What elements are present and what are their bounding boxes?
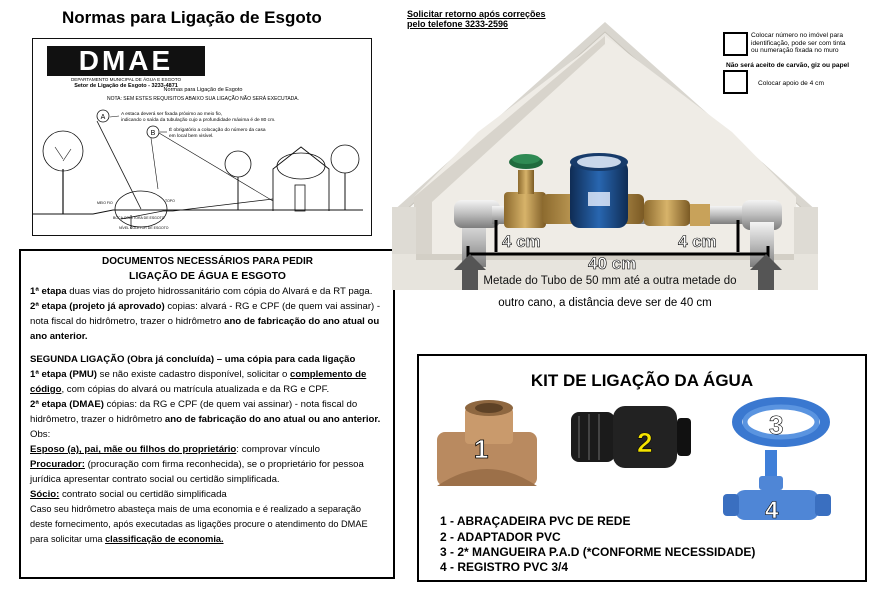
tiny-label-4: TOPO: [165, 199, 175, 203]
page-title: Normas para Ligação de Esgoto: [62, 8, 322, 27]
adapter-part: [571, 406, 691, 468]
scan-text-b-2: em local bem visível.: [169, 134, 214, 139]
docs-heading-2: LIGAÇÃO DE ÁGUA E ESGOTO: [129, 270, 286, 282]
dmae-logo-subtitle: DEPARTAMENTO MUNICIPAL DE ÁGUA E ESGOTO: [70, 77, 182, 82]
kit-item-3: 3 - 2* MANGUEIRA P.A.D (*CONFORME NECESSIDADE): [440, 545, 756, 559]
kit-badge-4: 4: [765, 497, 779, 524]
legend-text-number: Colocar número no imóvel para identificação, pode ser com tinta ou numeração fixada no muro: [751, 32, 846, 54]
hose-coil-part: [737, 402, 825, 442]
kit-item-4: 4 - REGISTRO PVC 3/4: [440, 560, 569, 574]
docs-obs-attorney: Procurador: (procuração com firma reconhecida), se o proprietário for pessoa jurídica apresentar contrato social ou certidão simplificada.: [30, 459, 364, 485]
scan-text-b-1: É obrigatório a colocação do número da casa: [169, 128, 266, 133]
notice-line-1: Solicitar retorno após correções: [407, 9, 546, 19]
marker-a: A: [100, 114, 106, 121]
docs-heading-1: DOCUMENTOS NECESSÁRIOS PARA PEDIR: [102, 256, 313, 267]
docs-obs-partner: Sócio: contrato social ou certidão simplificada: [30, 489, 227, 500]
docs-obs: Obs:: [30, 429, 51, 440]
dim-left-label: 4 cm: [502, 232, 541, 251]
kit-box: [417, 354, 867, 582]
kit-title: KIT DE LIGAÇÃO DA ÁGUA: [530, 371, 754, 390]
legend-text-support: Colocar apoio de 4 cm: [758, 80, 824, 87]
legend-warning: Não será aceito de carvão, giz ou papel: [726, 62, 850, 69]
docs-obs-economy: Caso seu hidrômetro abasteça mais de uma economia e é realizado a separação deste fornecimento, após executadas as ligações procure o atendimento do DMAE para solicitar uma classificação de economia.: [30, 504, 368, 544]
kit-item-1: 1 - ABRAÇADEIRA PVC DE REDE: [440, 514, 631, 528]
tiny-label-1: MEIO FIO: [97, 201, 113, 205]
notice-line-2: pelo telefone 3233-2596: [407, 19, 509, 29]
kit-badge-3: 3: [769, 410, 784, 440]
dmae-sector: Setor de Ligação de Esgoto - 3233-4871: [74, 83, 178, 89]
kit-badge-1: 1: [474, 434, 489, 464]
dim-center-label: 40 cm: [588, 254, 637, 273]
sewer-sketch: [33, 39, 372, 236]
kit-badge-2: 2: [637, 427, 653, 458]
tiny-label-3: NÍVEL COLETOR DE ESGOTO: [119, 226, 169, 230]
docs-dmae-step: 2ª etapa (DMAE) cópias: da RG e CPF (de quem vai assinar) - nota fiscal do hidrômetro, trazer o hidrômetro ano de fabricação do ano atual ou ano anterior.: [30, 399, 381, 425]
scan-text-a-1: A estaca deverá ser fixada próximo ao meio fio,: [121, 112, 223, 117]
docs-obs-relatives: Esposo (a), pai, mãe ou filhos do proprietário: comprovar vínculo: [30, 444, 321, 455]
docs-second-heading: SEGUNDA LIGAÇÃO (Obra já concluída) – uma cópia para cada ligação: [30, 354, 356, 365]
dmae-logo: DMAE: [47, 46, 205, 76]
docs-step-2: 2ª etapa (projeto já aprovado) copias: alvará - RG e CPF (de quem vai assinar) - nota fiscal do hidrômetro, trazer o hidrômetro ano de fabricação do ano atual ou ano anterior.: [30, 301, 381, 342]
photo-caption-2: outro cano, a distância deve ser de 40 cm: [498, 297, 712, 309]
scan-text-a-2: indicando o saída da tubulação cujo a profundidade máxima é de 80 cm.: [121, 118, 276, 123]
dim-right-label: 4 cm: [678, 232, 717, 251]
saddle-clamp-part: [437, 400, 537, 486]
scan-form-note: NOTA: SEM ESTES REQUISITOS ABAIXO SUA LIGAÇÃO NÃO SERÁ EXECUTADA.: [107, 96, 299, 102]
documents-box: [19, 249, 395, 579]
docs-pmu-step: 1ª etapa (PMU) se não existe cadastro disponível, solicitar o complemento de código, com cópias do alvará ou matrícula atualizada e da RG e CPF.: [30, 369, 367, 395]
photo-caption-1: Metade do Tubo de 50 mm até a outra metade do: [483, 275, 737, 287]
legend-checkbox-number[interactable]: [723, 32, 748, 56]
legend-checkbox-support[interactable]: [723, 70, 748, 94]
sewer-diagram-scan: [32, 38, 372, 236]
marker-b: B: [150, 130, 156, 137]
docs-step-1: 1ª etapa duas vias do projeto hidrossanitário com cópia do Alvará e da RT paga.: [30, 286, 373, 297]
scan-form-title: Normas para Ligação de Esgoto: [163, 87, 243, 93]
valve-registro-part: [723, 450, 831, 524]
tiny-label-2: BOCA COLETORA DE ESGOTO: [113, 216, 165, 220]
kit-item-2: 2 - ADAPTADOR PVC: [440, 530, 561, 544]
